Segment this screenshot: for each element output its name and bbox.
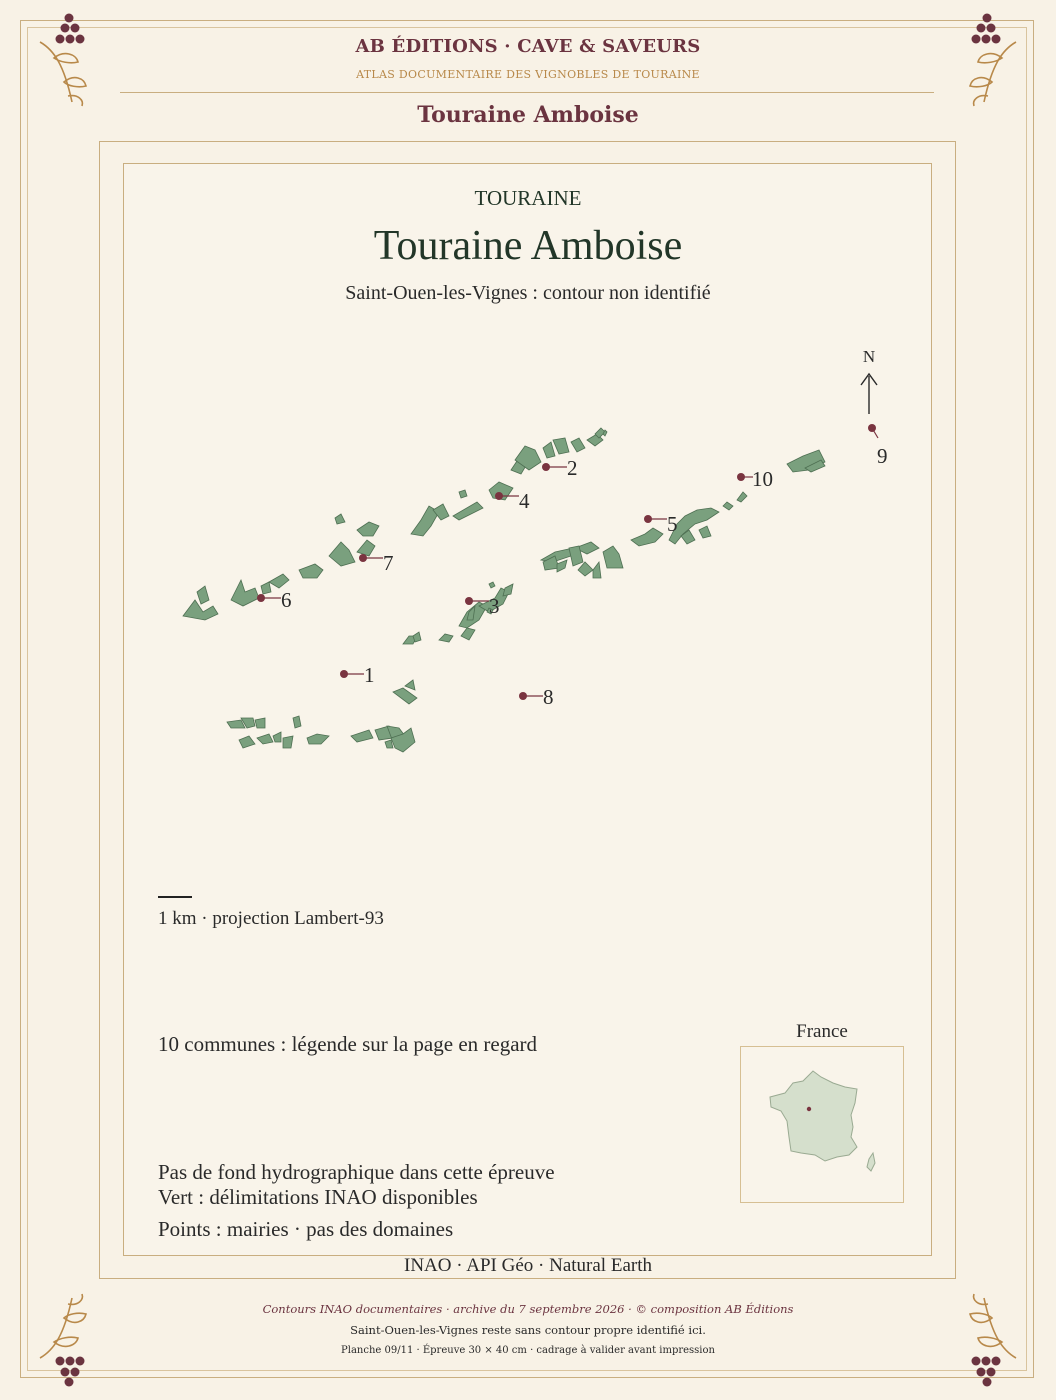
parcel (453, 502, 483, 520)
commune-label: 4 (519, 489, 530, 513)
publisher-brand: AB ÉDITIONS · CAVE & SAVEURS (355, 36, 701, 57)
parcel (439, 634, 453, 642)
parcel (593, 562, 601, 578)
parcel (503, 584, 513, 596)
france-inset (740, 1046, 904, 1203)
page-title: Touraine Amboise (417, 102, 639, 128)
footer-note: Saint-Ouen-les-Vignes reste sans contour propre identifié ici. (350, 1323, 706, 1337)
scale-bar (158, 896, 192, 898)
green-note: Vert : délimitations INAO disponibles (158, 1185, 478, 1209)
parcel (413, 632, 421, 642)
commune-marker (519, 685, 554, 709)
parcel (255, 718, 265, 728)
parcel (335, 514, 345, 524)
points-note: Points : mairies · pas des domaines (158, 1217, 454, 1241)
commune-label: 1 (364, 663, 375, 687)
parcel (231, 580, 259, 606)
footer-print-info: Planche 09/11 · Épreuve 30 × 40 cm · cadrage à valider avant impression (341, 1345, 715, 1356)
commune-label: 6 (281, 588, 292, 612)
parcel (307, 734, 329, 744)
commune-label: 8 (543, 685, 554, 709)
commune-marker (868, 424, 888, 468)
footer-credits: Contours INAO documentaires · archive du 7 septembre 2026 · © composition AB Éditions (262, 1302, 794, 1316)
scale-label: 1 km · projection Lambert-93 (158, 908, 384, 929)
parcel (393, 688, 417, 704)
commune-marker (340, 663, 375, 687)
parcel (578, 562, 593, 576)
grape-ornament-icon (34, 10, 124, 110)
parcel (405, 680, 415, 690)
parcel (239, 736, 255, 748)
parcel (461, 628, 475, 640)
parcel (571, 438, 585, 452)
communes-note: 10 communes : légende sur la page en regard (158, 1032, 538, 1056)
parcel (603, 546, 623, 568)
inset-label: France (796, 1021, 848, 1042)
sources-line: INAO · API Géo · Natural Earth (404, 1255, 652, 1276)
parcel (699, 526, 711, 538)
commune-label: 2 (567, 456, 578, 480)
region-label: TOURAINE (474, 186, 582, 210)
parcel (329, 542, 355, 566)
commune-label: 5 (667, 512, 678, 536)
grape-ornament-icon (932, 10, 1022, 110)
commune-label: 7 (383, 551, 394, 575)
commune-label: 9 (877, 444, 888, 468)
parcel (293, 716, 301, 728)
commune-marker (737, 467, 773, 491)
parcel (283, 736, 293, 748)
map-title: Touraine Amboise (373, 223, 683, 269)
hydro-note: Pas de fond hydrographique dans cette épreuve (158, 1160, 555, 1184)
parcel (543, 442, 555, 458)
atlas-subtitle: ATLAS DOCUMENTAIRE DES VIGNOBLES DE TOURAINE (356, 68, 700, 81)
parcel (631, 528, 663, 546)
parcel (385, 740, 393, 748)
parcel (351, 730, 373, 742)
north-arrow-icon (861, 347, 877, 414)
commune-marker (495, 489, 530, 513)
parcel (557, 560, 567, 572)
parcel (227, 720, 245, 728)
france-outline-icon (741, 1047, 903, 1202)
parcel (723, 502, 733, 510)
commune-label: 3 (489, 594, 500, 618)
parcel (459, 490, 467, 498)
parcel (197, 586, 209, 604)
parcel (489, 582, 495, 588)
parcel (299, 564, 323, 578)
parcel (541, 548, 573, 562)
parcel (553, 438, 569, 454)
parcel (273, 732, 281, 742)
parcel (357, 522, 379, 536)
header-divider (120, 92, 934, 93)
parcel (357, 540, 375, 556)
map-subtitle: Saint-Ouen-les-Vignes : contour non identifié (345, 282, 711, 304)
vineyard-map (123, 330, 932, 810)
parcel (737, 492, 747, 502)
commune-marker (542, 456, 578, 480)
north-label: N (862, 347, 876, 366)
inao-parcels (183, 428, 825, 752)
commune-label: 10 (752, 467, 773, 491)
parcel (269, 574, 289, 588)
commune-marker (359, 551, 394, 575)
parcel (261, 582, 271, 594)
parcel (257, 734, 273, 744)
